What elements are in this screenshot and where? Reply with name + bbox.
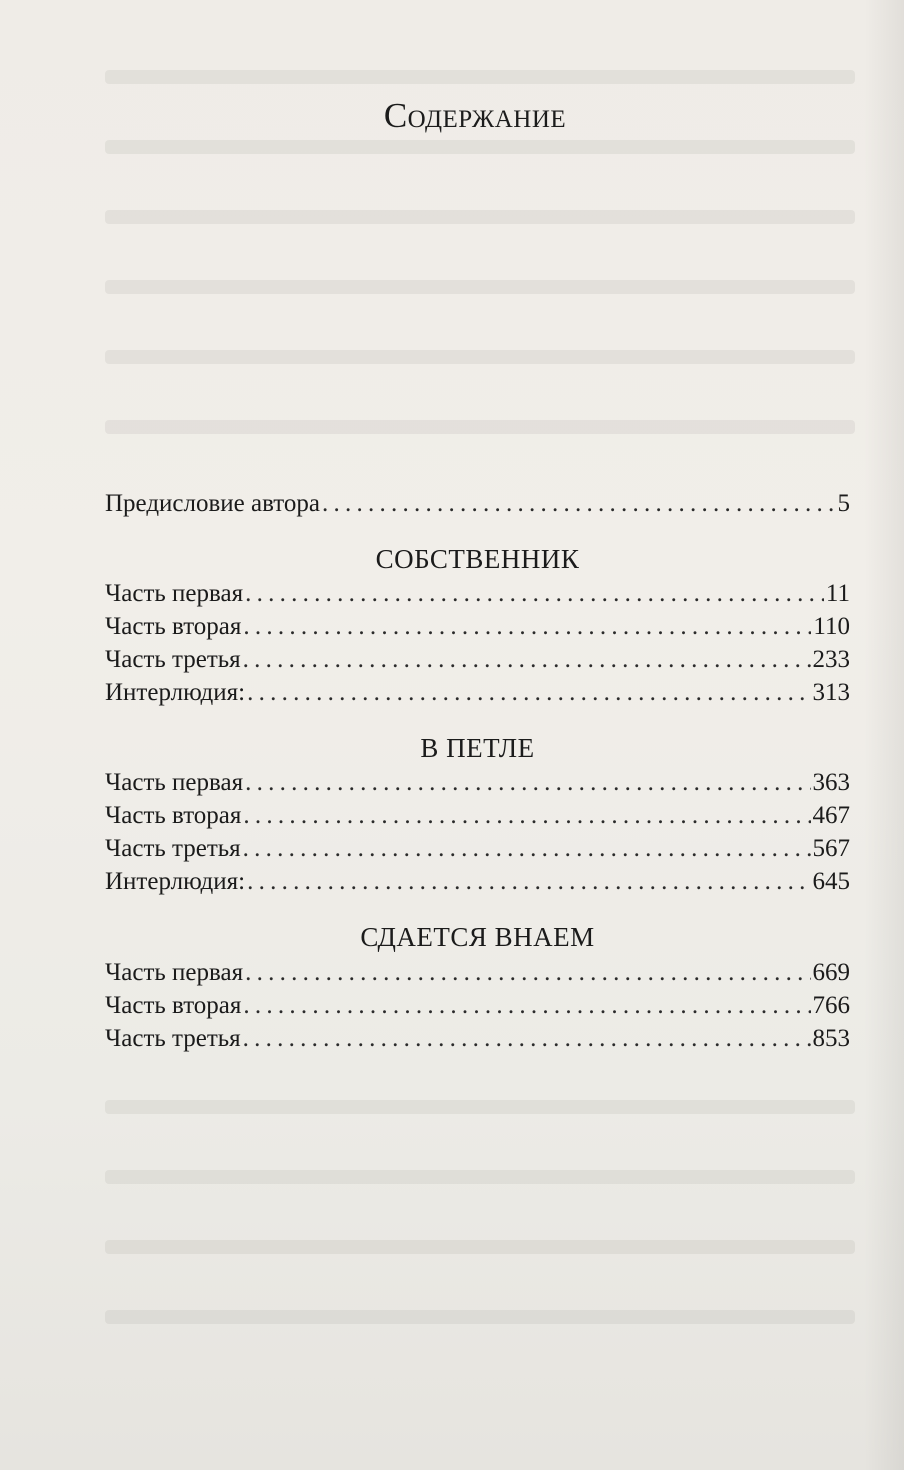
show-through-line xyxy=(105,350,855,364)
toc-entry-page: 645 xyxy=(812,868,850,895)
toc-entry-page: 766 xyxy=(812,992,850,1019)
toc-entry-label: Часть третья xyxy=(105,646,241,673)
toc-entry-label: Часть вторая xyxy=(105,802,242,829)
toc-entry-page: 567 xyxy=(812,835,850,862)
show-through-line xyxy=(105,140,855,154)
toc-entry-label: Часть первая xyxy=(105,769,244,796)
leader-dots xyxy=(322,490,836,518)
leader-dots xyxy=(243,613,811,641)
leader-dots xyxy=(243,835,811,863)
page-title: Содержание xyxy=(383,96,567,135)
leader-dots xyxy=(245,769,810,797)
toc-entry-label: Часть вторая xyxy=(105,992,242,1019)
leader-dots xyxy=(243,802,810,830)
show-through-line xyxy=(105,420,855,434)
toc-entry-page: 669 xyxy=(812,959,850,986)
section-heading: В ПЕТЛЕ xyxy=(420,733,535,763)
toc-entry-label: Часть первая xyxy=(105,959,244,986)
toc-entry-page: 5 xyxy=(837,490,850,517)
page-edge-shadow xyxy=(864,0,904,1470)
section-heading: СОБСТВЕННИК xyxy=(375,544,580,574)
toc-entry xyxy=(105,868,850,898)
toc-entry xyxy=(105,580,850,610)
toc-entry xyxy=(105,613,850,643)
show-through-line xyxy=(105,210,855,224)
leader-dots xyxy=(245,959,810,987)
leader-dots xyxy=(243,992,810,1020)
leader-dots xyxy=(247,868,810,896)
toc-entry-label: Часть вторая xyxy=(105,613,242,640)
show-through-line xyxy=(105,1170,855,1184)
toc-entry-page: 363 xyxy=(812,769,850,796)
section-heading: СДАЕТСЯ ВНАЕМ xyxy=(360,922,595,952)
toc-entry-label: Часть первая xyxy=(105,580,244,607)
show-through-line xyxy=(105,280,855,294)
toc-entry xyxy=(105,679,850,709)
toc-entry-label: Интерлюдия: xyxy=(105,679,246,706)
toc-entry-page: 313 xyxy=(812,679,850,706)
toc-entry xyxy=(105,1025,850,1055)
toc-entry-page: 467 xyxy=(812,802,850,829)
show-through-line xyxy=(105,1310,855,1324)
leader-dots xyxy=(245,580,824,608)
leader-dots xyxy=(247,679,810,707)
toc-entry-label: Часть третья xyxy=(105,835,241,862)
toc-entry-label: Часть третья xyxy=(105,1025,241,1052)
toc-entry xyxy=(105,769,850,799)
show-through-line xyxy=(105,1100,855,1114)
toc-entry xyxy=(105,835,850,865)
show-through-line xyxy=(105,70,855,84)
toc-entry-preface xyxy=(105,490,850,520)
toc-entry-page: 853 xyxy=(812,1025,850,1052)
show-through-line xyxy=(105,1240,855,1254)
toc-entry xyxy=(105,802,850,832)
toc-entry xyxy=(105,646,850,676)
toc-entry-label: Предисловие автора xyxy=(105,490,320,517)
leader-dots xyxy=(243,646,811,674)
toc-entry-label: Интерлюдия: xyxy=(105,868,246,895)
toc-entry xyxy=(105,992,850,1022)
leader-dots xyxy=(243,1025,811,1053)
toc-entry-page: 110 xyxy=(813,613,850,640)
toc-entry xyxy=(105,959,850,989)
toc-entry-page: 233 xyxy=(812,646,850,673)
toc-entry-page: 11 xyxy=(825,580,850,607)
